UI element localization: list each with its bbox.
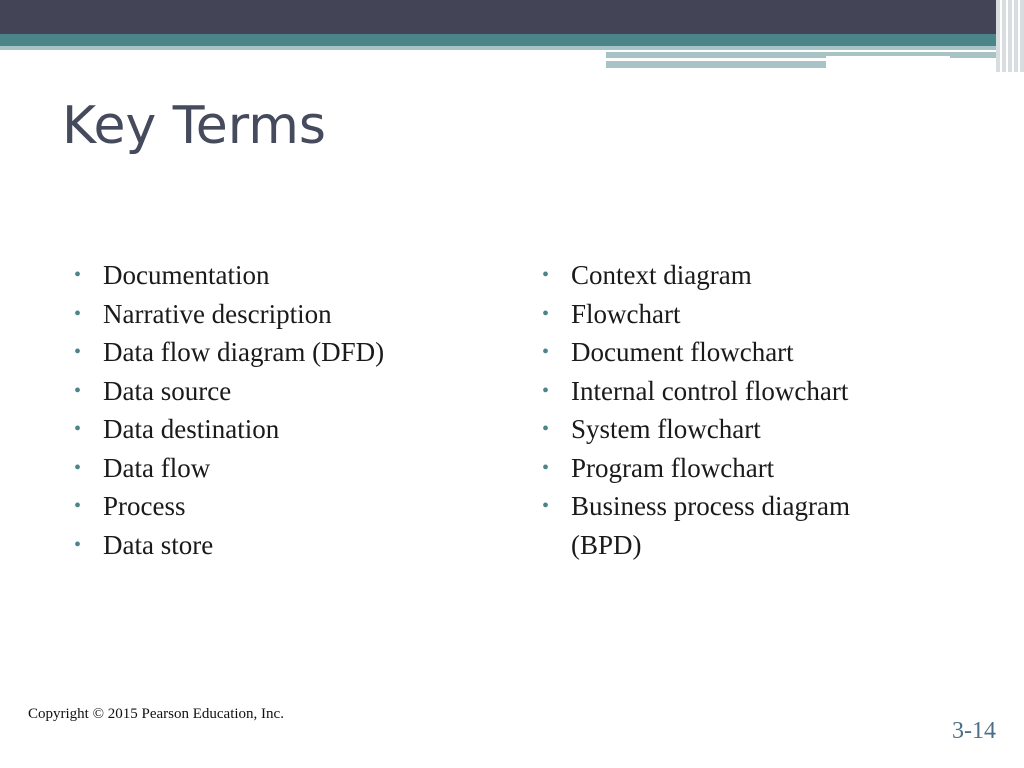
bullet-icon: • bbox=[74, 418, 82, 440]
bullet-icon: • bbox=[542, 418, 550, 440]
bullet-icon: • bbox=[74, 495, 82, 517]
list-item: • Narrative description bbox=[72, 295, 512, 334]
bullet-icon: • bbox=[74, 379, 82, 402]
header-band-light bbox=[0, 46, 1000, 50]
bullet-icon: • bbox=[542, 379, 550, 402]
copyright-notice: Copyright © 2015 Pearson Education, Inc. bbox=[28, 706, 284, 722]
page-number: 3-14 bbox=[952, 718, 996, 744]
bullet-icon: • bbox=[542, 456, 550, 479]
list-item: • Flowchart bbox=[540, 295, 920, 334]
bullet-icon: • bbox=[542, 341, 550, 363]
key-terms-list-left bbox=[72, 256, 512, 564]
bullet-icon: • bbox=[74, 456, 82, 479]
bullet-icon: • bbox=[542, 302, 550, 325]
bullet-icon: • bbox=[74, 533, 82, 556]
list-item: • Internal control flowchart bbox=[540, 372, 920, 411]
list-item: • Data store bbox=[72, 526, 512, 565]
header-band-dark bbox=[0, 0, 1024, 34]
list-item: • Context diagram bbox=[540, 256, 920, 295]
header-accent-line bbox=[826, 56, 950, 58]
list-item: • Business process diagram (BPD) bbox=[540, 487, 920, 564]
bullet-icon: • bbox=[542, 264, 550, 286]
list-item: • Document flowchart bbox=[540, 333, 920, 372]
header-accent-bar-short bbox=[606, 61, 826, 68]
header-band-teal bbox=[0, 34, 1024, 46]
list-item: • Data flow bbox=[72, 449, 512, 488]
bullet-icon: • bbox=[542, 495, 550, 517]
key-terms-list-right bbox=[540, 256, 920, 564]
bullet-icon: • bbox=[74, 264, 82, 286]
list-item: • Data flow diagram (DFD) bbox=[72, 333, 512, 372]
corner-decoration bbox=[996, 0, 1024, 72]
list-item: • Process bbox=[72, 487, 512, 526]
bullet-icon: • bbox=[74, 302, 82, 325]
bullet-icon: • bbox=[74, 341, 82, 363]
list-item: • Data destination bbox=[72, 410, 512, 449]
list-item: • System flowchart bbox=[540, 410, 920, 449]
list-item: • Documentation bbox=[72, 256, 512, 295]
list-item: • Data source bbox=[72, 372, 512, 411]
list-item: • Program flowchart bbox=[540, 449, 920, 488]
slide-title: Key Terms bbox=[62, 96, 326, 156]
